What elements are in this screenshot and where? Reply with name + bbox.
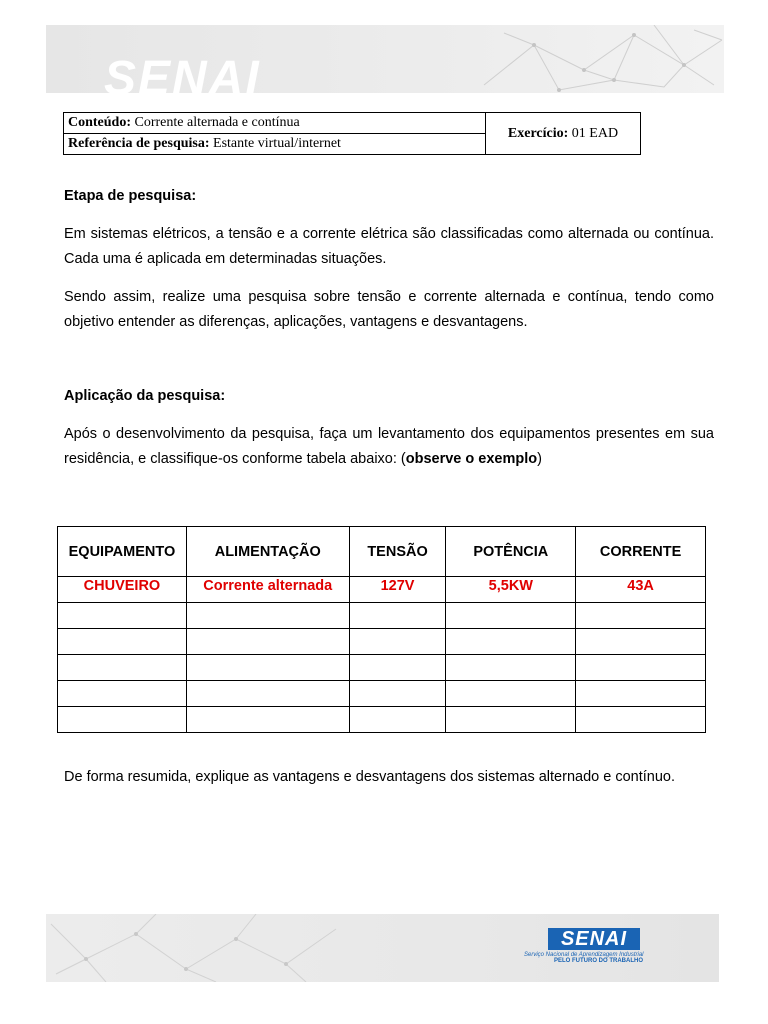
table-cell[interactable] <box>446 603 576 629</box>
aplicacao-text-bold: observe o exemplo <box>405 451 538 467</box>
table-cell[interactable] <box>576 707 706 733</box>
conteudo-label: Conteúdo: <box>68 115 132 130</box>
table-row <box>58 681 706 707</box>
table-cell[interactable] <box>186 655 349 681</box>
etapa-title <box>64 184 714 209</box>
table-cell[interactable] <box>576 655 706 681</box>
example-row <box>58 577 706 603</box>
header-alimentacao: ALIMENTAÇÃO <box>186 527 349 577</box>
footer-banner <box>46 914 719 982</box>
aplicacao-title <box>64 384 714 409</box>
table-cell[interactable] <box>186 707 349 733</box>
example-potencia: 5,5KW <box>446 577 576 603</box>
etapa-paragraph-2: Sendo assim, realize uma pesquisa sobre tensão e corrente alternada e contínua, tendo como objetivo entender as diferenças, aplicações, vantagens e desvantagens. <box>64 289 714 330</box>
example-equipamento: CHUVEIRO <box>58 577 187 603</box>
exercicio-label: Exercício: <box>507 125 569 141</box>
exercicio-cell <box>486 113 641 155</box>
aplicacao-text-end: ) <box>537 451 542 467</box>
example-alimentacao: Corrente alternada <box>186 577 349 603</box>
final-paragraph: De forma resumida, explique as vantagens e desvantagens dos sistemas alternado e contínuo. <box>64 769 675 785</box>
info-table <box>63 112 641 155</box>
aplicacao-paragraph <box>64 422 714 472</box>
table-row <box>58 655 706 681</box>
network-pattern-icon <box>464 25 724 93</box>
table-cell[interactable] <box>576 603 706 629</box>
footer-tagline-1: Serviço Nacional de Aprendizagem Industrial <box>524 952 644 958</box>
footer-tagline-2: PELO FUTURO DO TRABALHO <box>554 958 643 964</box>
table-cell[interactable] <box>58 681 187 707</box>
senai-footer-logo <box>524 928 664 964</box>
etapa-title-text: Etapa de pesquisa: <box>64 188 197 204</box>
table-cell[interactable] <box>186 681 349 707</box>
table-row <box>58 603 706 629</box>
etapa-paragraph-1: Em sistemas elétricos, a tensão e a corrente elétrica são classificadas como alternada ou contínua. Cada uma é aplicada em determinadas situações. <box>64 226 714 267</box>
network-pattern-icon <box>46 914 346 982</box>
referencia-value: Estante virtual/internet <box>213 136 341 151</box>
table-cell[interactable] <box>446 707 576 733</box>
header-potencia: POTÊNCIA <box>446 527 576 577</box>
table-row <box>58 707 706 733</box>
conteudo-cell <box>64 113 486 134</box>
table-row <box>58 629 706 655</box>
table-cell[interactable] <box>58 707 187 733</box>
table-cell[interactable] <box>58 629 187 655</box>
table-header-row <box>58 527 706 577</box>
header-corrente: CORRENTE <box>576 527 706 577</box>
table-cell[interactable] <box>576 681 706 707</box>
header-equipamento: EQUIPAMENTO <box>58 527 187 577</box>
table-cell[interactable] <box>349 603 446 629</box>
conteudo-value: Corrente alternada e contínua <box>134 115 300 130</box>
table-cell[interactable] <box>446 629 576 655</box>
table-cell[interactable] <box>349 655 446 681</box>
table-cell[interactable] <box>186 629 349 655</box>
senai-footer-wordmark: SENAI <box>548 928 640 950</box>
example-corrente: 43A <box>576 577 706 603</box>
aplicacao-title-text: Aplicação da pesquisa: <box>64 388 226 404</box>
table-cell[interactable] <box>576 629 706 655</box>
table-cell[interactable] <box>58 603 187 629</box>
example-tensao: 127V <box>349 577 446 603</box>
exercicio-value: 01 EAD <box>571 125 619 141</box>
table-cell[interactable] <box>349 629 446 655</box>
header-tensao: TENSÃO <box>349 527 446 577</box>
senai-header-logo: SENAI <box>104 52 261 93</box>
table-cell[interactable] <box>349 681 446 707</box>
header-banner <box>46 25 724 93</box>
table-cell[interactable] <box>446 681 576 707</box>
table-cell[interactable] <box>349 707 446 733</box>
referencia-label: Referência de pesquisa: <box>68 136 210 151</box>
table-cell[interactable] <box>186 603 349 629</box>
referencia-cell <box>64 134 486 155</box>
equipment-table <box>57 526 706 733</box>
aplicacao-text-start: Após o desenvolvimento da pesquisa, faça um levantamento dos equipamentos presentes em sua residência, e classifique-os conforme tabela abaixo: ( <box>64 426 714 467</box>
table-cell[interactable] <box>58 655 187 681</box>
table-cell[interactable] <box>446 655 576 681</box>
